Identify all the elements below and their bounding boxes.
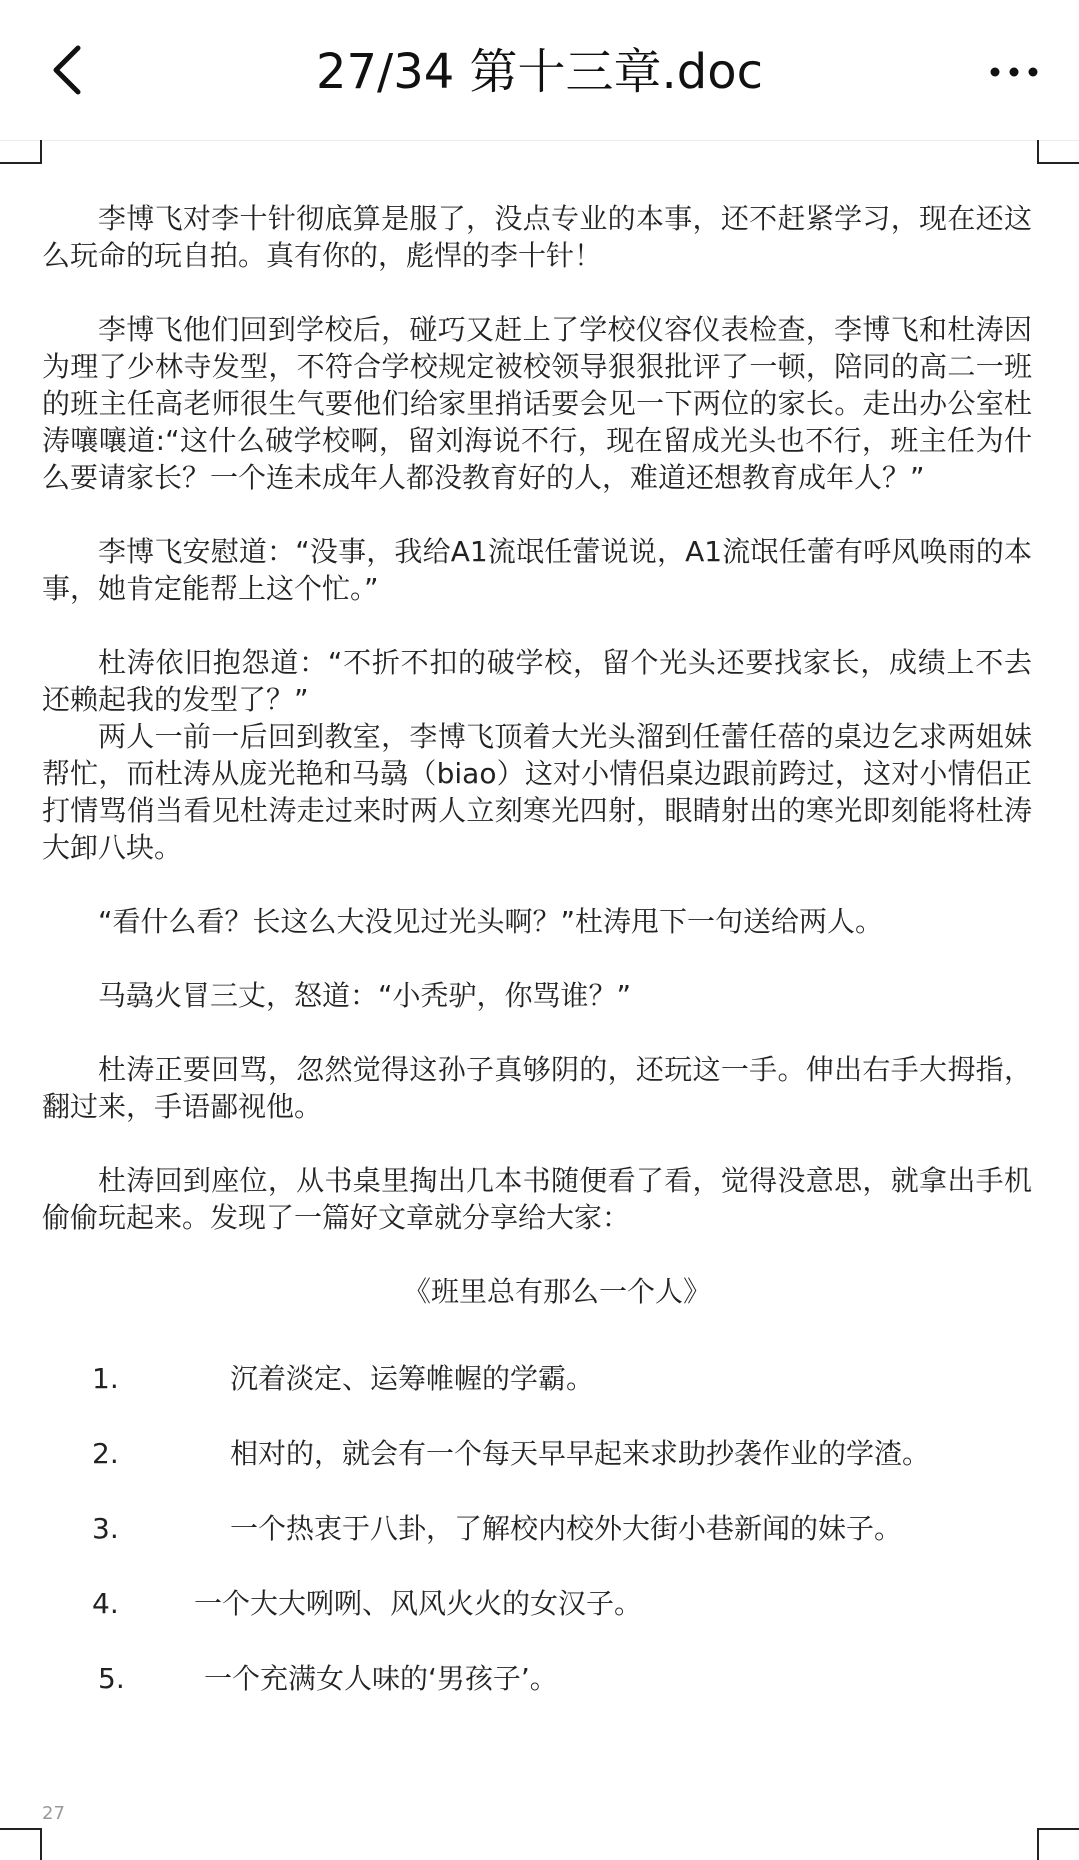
paragraph: 李博飞对李十针彻底算是服了，没点专业的本事，还不赶紧学习，现在还这么玩命的玩自拍。真有你的，彪悍的李十针！: [42, 202, 1032, 272]
list-text: 一个大大咧咧、风风火火的女汉子。: [194, 1587, 643, 1620]
list-item: [42, 1660, 1032, 1697]
numbered-list: [42, 1360, 1032, 1697]
top-bar: [0, 0, 1079, 141]
document-body: [42, 200, 1032, 1735]
paragraph: 李博飞他们回到学校后，碰巧又赶上了学校仪容仪表检查，李博飞和杜涛因为理了少林寺发型，不符合学校规定被校领导狠狠批评了一顿，陪同的高二一班的班主任高老师很生气要他们给家里捎话要会见一下两位的家长。走出办公室杜涛嚷嚷道:“这什么破学校啊，留刘海说不行，现在留成光头也不行，班主任为什么要请家长？一个连未成年人都没教育好的人，难道还想教育成年人？”: [42, 313, 1032, 494]
list-number: 2.: [92, 1437, 119, 1470]
list-item: [42, 1435, 1032, 1472]
list-number: 4.: [92, 1587, 119, 1620]
page-number: 27: [42, 1803, 65, 1824]
paragraph: 马骉火冒三丈，怒道：“小秃驴，你骂谁？”: [98, 979, 632, 1012]
list-number: 1.: [92, 1362, 119, 1395]
document-title: 27/34 第十三章.doc: [315, 44, 764, 100]
crop-mark-top-left: [0, 140, 42, 164]
crop-mark-bottom-right: [1037, 1828, 1079, 1860]
paragraph: 两人一前一后回到教室，李博飞顶着大光头溜到任蕾任蓓的桌边乞求两姐妹帮忙，而杜涛从庞光艳和马骉（biao）这对小情侣桌边跟前跨过，这对小情侣正打情骂俏当看见杜涛走过来时两人立刻寒光四射，眼睛射出的寒光即刻能将杜涛大卸八块。: [42, 720, 1032, 864]
paragraph: 杜涛依旧抱怨道：“不折不扣的破学校，留个光头还要找家长，成绩上不去还赖起我的发型了？”: [42, 646, 1032, 716]
list-item: [42, 1585, 1032, 1622]
list-text: 相对的，就会有一个每天早早起来求助抄袭作业的学渣。: [230, 1437, 931, 1470]
list-text: 沉着淡定、运筹帷幄的学霸。: [230, 1362, 595, 1395]
crop-mark-bottom-left: [0, 1828, 42, 1860]
more-horizontal-icon: [979, 40, 1049, 104]
paragraph: 杜涛回到座位，从书桌里掏出几本书随便看了看，觉得没意思，就拿出手机偷偷玩起来。发现了一篇好文章就分享给大家：: [42, 1164, 1032, 1234]
chevron-left-icon: [40, 38, 104, 102]
list-text: 一个充满女人味的‘男孩子’。: [204, 1662, 558, 1695]
more-button[interactable]: [979, 40, 1049, 104]
article-title: 《班里总有那么一个人》: [402, 1275, 711, 1308]
back-button[interactable]: [40, 38, 104, 102]
document-page[interactable]: [0, 140, 1079, 1860]
list-number: 3.: [92, 1512, 119, 1545]
paragraph: 杜涛正要回骂，忽然觉得这孙子真够阴的，还玩这一手。伸出右手大拇指，翻过来，手语鄙视他。: [42, 1053, 1032, 1123]
list-text: 一个热衷于八卦，了解校内校外大街小巷新闻的妹子。: [230, 1512, 903, 1545]
list-item: [42, 1360, 1032, 1397]
paragraph: 李博飞安慰道：“没事，我给A1流氓任蕾说说，A1流氓任蕾有呼风唤雨的本事，她肯定能帮上这个忙。”: [42, 535, 1032, 605]
paragraph: “看什么看？长这么大没见过光头啊？”杜涛甩下一句送给两人。: [98, 905, 884, 938]
crop-mark-top-right: [1037, 140, 1079, 164]
list-item: [42, 1510, 1032, 1547]
list-number: 5.: [98, 1662, 125, 1695]
